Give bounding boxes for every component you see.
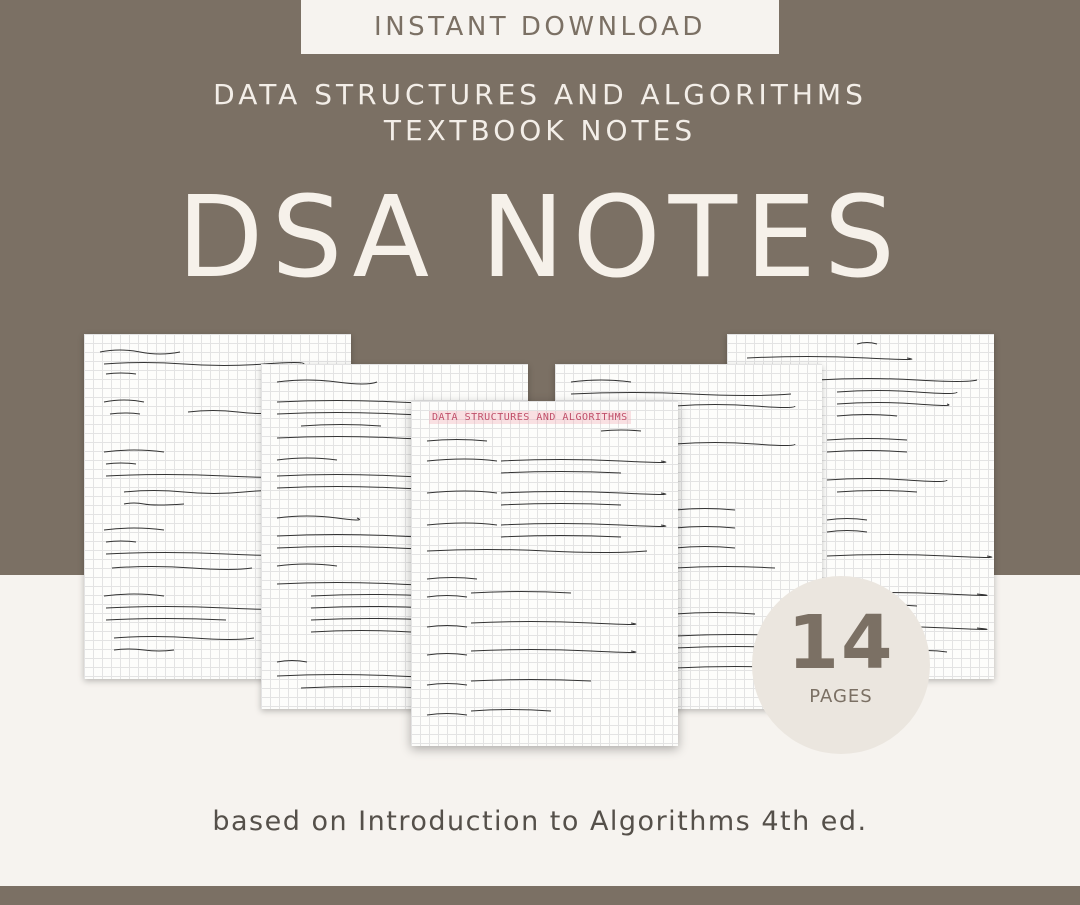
instant-download-badge: INSTANT DOWNLOAD bbox=[301, 0, 779, 54]
subtitle-line-2: TEXTBOOK NOTES bbox=[383, 114, 697, 147]
main-title: DSA NOTES bbox=[177, 173, 903, 303]
front-page-heading: DATA STRUCTURES AND ALGORITHMS bbox=[429, 411, 631, 424]
footer-caption: based on Introduction to Algorithms 4th ed. bbox=[212, 806, 868, 837]
handwriting-scribbles bbox=[411, 401, 678, 746]
page-count-number: 14 bbox=[787, 600, 895, 686]
page-count-label: PAGES bbox=[809, 686, 873, 707]
subtitle-line-1: DATA STRUCTURES AND ALGORITHMS bbox=[213, 78, 867, 111]
footer-bar bbox=[0, 886, 1080, 905]
front-notes-page bbox=[411, 401, 678, 746]
